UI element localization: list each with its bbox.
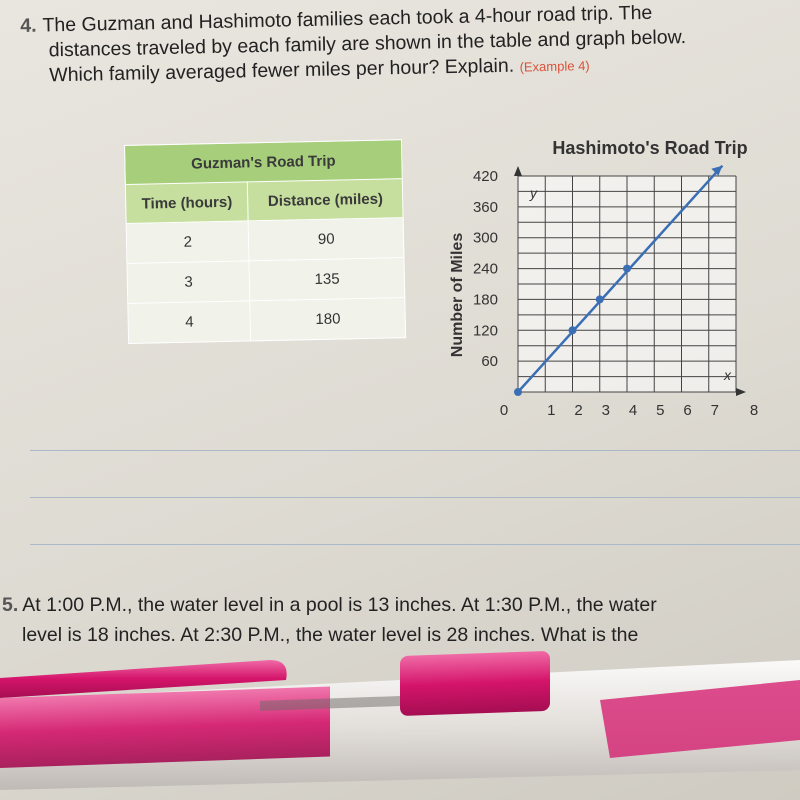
column-header-distance: Distance (miles) [248,179,403,221]
graph-grid [518,176,736,392]
table-title: Guzman's Road Trip [125,140,403,185]
y-tick-label: 60 [481,353,498,371]
table-row [126,218,404,264]
problem-number: 5. [2,594,19,616]
y-axis-letter: y [530,185,537,201]
cell-time: 4 [128,301,251,344]
answer-line [30,544,800,545]
cell-time: 3 [127,261,250,304]
answer-line [30,450,800,451]
data-point [514,388,522,396]
cell-distance: 135 [249,258,404,301]
table-row [128,298,406,344]
y-tick-label: 420 [472,168,498,185]
origin-label: 0 [499,402,509,419]
y-tick-label: 180 [472,291,498,309]
column-header-time: Time (hours) [125,182,248,224]
problem-line-3: Which family averaged fewer miles per hour? Explain. [49,54,515,87]
data-point [623,265,631,273]
y-tick-label: 120 [472,322,498,340]
x-tick-label: 7 [710,402,719,419]
x-tick-label: 2 [574,402,583,419]
data-point [569,326,577,334]
problem-line-2: distances traveled by each family are shown in the table and graph below. [48,26,687,62]
x-tick-label: 4 [628,402,638,419]
y-axis-arrow-icon [514,166,522,176]
graph-title: Hashimoto's Road Trip [552,138,748,158]
cell-distance: 90 [249,218,404,261]
example-reference: (Example 4) [519,58,590,75]
problem-number: 4. [20,14,37,37]
x-tick-label: 6 [683,402,692,419]
x-axis-letter: x [724,367,731,383]
answer-line [30,497,800,498]
hashimoto-graph [440,130,770,430]
cell-time: 2 [126,221,249,264]
problem-line-1: At 1:00 P.M., the water level in a pool is 13 inches. At 1:30 P.M., the water [22,594,657,616]
problem-line-1: The Guzman and Hashimoto families each took a 4-hour road trip. The [42,1,653,37]
table-row [127,258,405,304]
guzman-table [124,139,406,344]
cell-distance: 180 [250,298,405,341]
x-axis-arrow-icon [736,388,746,396]
x-tick-label: 5 [656,402,665,419]
answer-lines [30,450,800,591]
x-tick-label: 3 [601,402,610,419]
y-axis-label: Number of Miles [449,232,466,358]
problem-4-text [20,0,791,90]
y-tick-label: 300 [472,229,498,247]
problem-line-2: level is 18 inches. At 2:30 P.M., the water level is 28 inches. What is the [22,624,639,646]
data-point [596,295,604,303]
y-tick-label: 360 [472,198,498,216]
y-tick-label: 240 [472,260,498,278]
x-tick-label: 8 [749,402,759,419]
x-tick-label: 1 [547,402,556,419]
pink-pen-image [0,640,800,800]
